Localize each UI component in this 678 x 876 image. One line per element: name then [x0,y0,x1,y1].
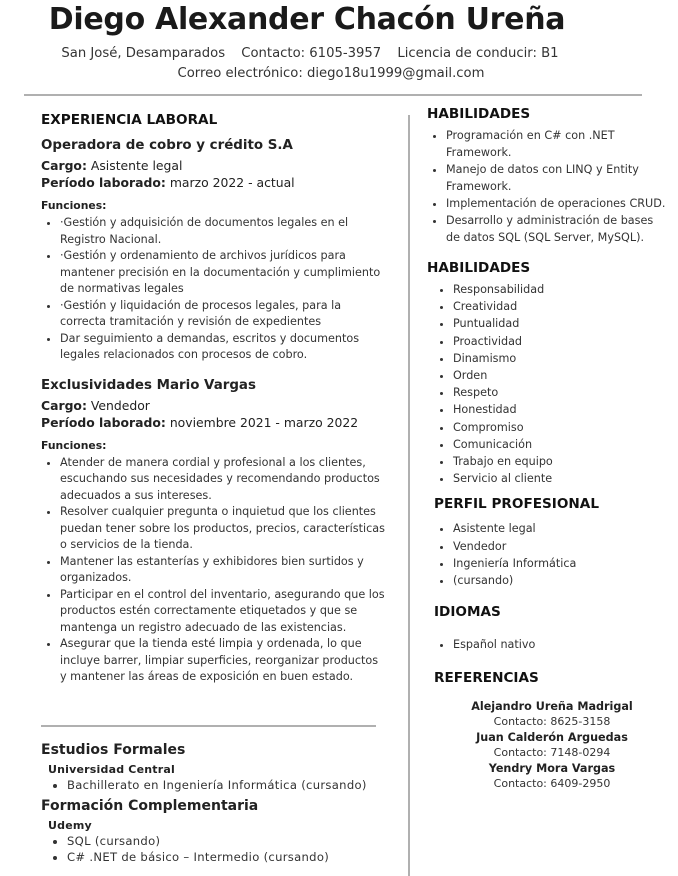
references-title: REFERENCIAS [434,670,539,687]
job-entry [41,138,386,364]
reference-name: Yendry Mora Vargas [488,762,616,776]
functions-label: Funciones: [41,199,107,212]
list-item: • ·Gestión y ordenamiento de archivos jurídicos para mantener precisión en la documentación y cumplimiento de normativas legales [60,248,386,298]
list-item: • Respeto [453,384,667,401]
formal-education-list [41,777,386,794]
functions-label: Funciones: [41,438,107,452]
list-item: • Desarrollo y administración de bases de datos SQL (SQL Server, MySQL). [446,212,667,246]
period-label: Período laborado: [41,414,166,430]
list-item: • Dinamismo [453,350,667,367]
profile-title: PERFIL PROFESIONAL [434,496,599,513]
experience-title: EXPERIENCIA LABORAL [41,112,218,128]
functions-list [41,455,386,686]
experience-section [41,112,386,686]
languages-list [427,636,667,653]
reference-contact: Contacto: 8625-3158 [493,715,611,729]
list-item: • ·Gestión y adquisición de documentos legales en el Registro Nacional. [60,215,386,248]
list-item: • Compromiso [453,419,667,436]
list-item: • Trabajo en equipo [453,453,667,470]
list-item: • Responsabilidad [453,281,667,298]
sidebar-column [427,106,667,790]
institution-name: Udemy [48,818,92,832]
list-item: • Proactividad [453,333,667,350]
complementary-education-list [41,833,386,866]
education-divider [41,725,376,727]
reference-name: Juan Calderón Arguedas [476,731,628,745]
role-label: Cargo: [41,158,87,173]
tech-skills-title: HABILIDADES [427,106,531,122]
tech-skills-list [427,127,667,246]
job-entry [41,378,386,686]
reference-contact: Contacto: 6409-2950 [493,777,611,791]
list-item: • Orden [453,367,667,384]
list-item: • Programación en C# con .NET Framework. [446,127,667,161]
list-item: • Atender de manera cordial y profesional a los clientes, escuchando sus necesidades y recomendando productos adecuados a sus intereses. [60,455,386,505]
list-item: • Vendedor [453,538,667,555]
list-item: • Servicio al cliente [453,470,667,487]
job-role [41,398,386,413]
period-value: noviembre 2021 - marzo 2022 [169,414,359,430]
list-item: • Asegurar que la tienda esté limpia y ordenada, lo que incluye barrer, limpiar superficies, reorganizar productos y mantener las áreas de exposición en buen estado. [60,636,386,686]
soft-skills-list [427,281,667,487]
job-period [41,415,386,430]
top-divider [24,94,642,96]
job-company: Operadora de cobro y crédito S.A [41,138,293,153]
role-label: Cargo: [41,397,87,413]
period-label: Período laborado: [41,175,166,190]
job-role [41,158,386,173]
role-value: Asistente legal [90,158,183,173]
driver-license: Licencia de conducir: B1 [397,46,559,61]
job-company: Exclusividades Mario Vargas [41,377,256,393]
period-value: marzo 2022 - actual [169,175,295,190]
list-item: • SQL (cursando) [67,833,386,850]
list-item: • (cursando) [453,572,667,589]
email: Correo electrónico: diego18u1999@gmail.com [177,66,485,81]
soft-skills-title: HABILIDADES [427,260,531,276]
reference-name: Alejandro Ureña Madrigal [471,700,633,714]
list-item: • Ingeniería Informática [453,555,667,572]
education-section [41,742,386,866]
phone: Contacto: 6105-3957 [241,46,382,61]
candidate-name: Diego Alexander Chacón Ureña [48,2,566,37]
list-item: • Mantener las estanterías y exhibidores bien surtidos y organizados. [60,554,386,587]
location: San José, Desamparados [61,46,226,61]
job-period [41,175,386,190]
list-item: • Participar en el control del inventario, asegurando que los productos estén correctamente etiquetados y que se mantenga un registro adecuado de las existencias. [60,587,386,637]
list-item: • Puntualidad [453,315,667,332]
reference-contact: Contacto: 7148-0294 [493,746,611,760]
list-item: • Bachillerato en Ingeniería Informática (cursando) [67,777,386,794]
list-item: • Asistente legal [453,520,667,537]
institution-name: Universidad Central [48,763,175,776]
list-item: • Comunicación [453,436,667,453]
list-item: • Creatividad [453,298,667,315]
languages-title: IDIOMAS [434,604,501,621]
contact-line [0,46,620,61]
list-item: • Honestidad [453,401,667,418]
list-item: • ·Gestión y liquidación de procesos legales, para la correcta tramitación y revisión de expedientes [60,298,386,331]
references-list [427,700,677,790]
complementary-education-title: Formación Complementaria [41,797,259,814]
role-value: Vendedor [90,397,150,413]
list-item: • C# .NET de básico – Intermedio (cursando) [67,849,386,866]
list-item: • Español nativo [453,636,667,653]
column-divider [408,115,410,876]
list-item: • Implementación de operaciones CRUD. [446,195,667,212]
formal-education-title: Estudios Formales [41,742,186,758]
profile-list [427,520,667,589]
functions-list [41,215,386,364]
list-item: • Dar seguimiento a demandas, escritos y documentos legales relacionados con procesos de cobro. [60,331,386,364]
list-item: • Resolver cualquier pregunta o inquietud que los clientes puedan tener sobre los productos, precios, características o servicios de la tienda. [60,504,386,554]
list-item: • Manejo de datos con LINQ y Entity Framework. [446,161,667,195]
